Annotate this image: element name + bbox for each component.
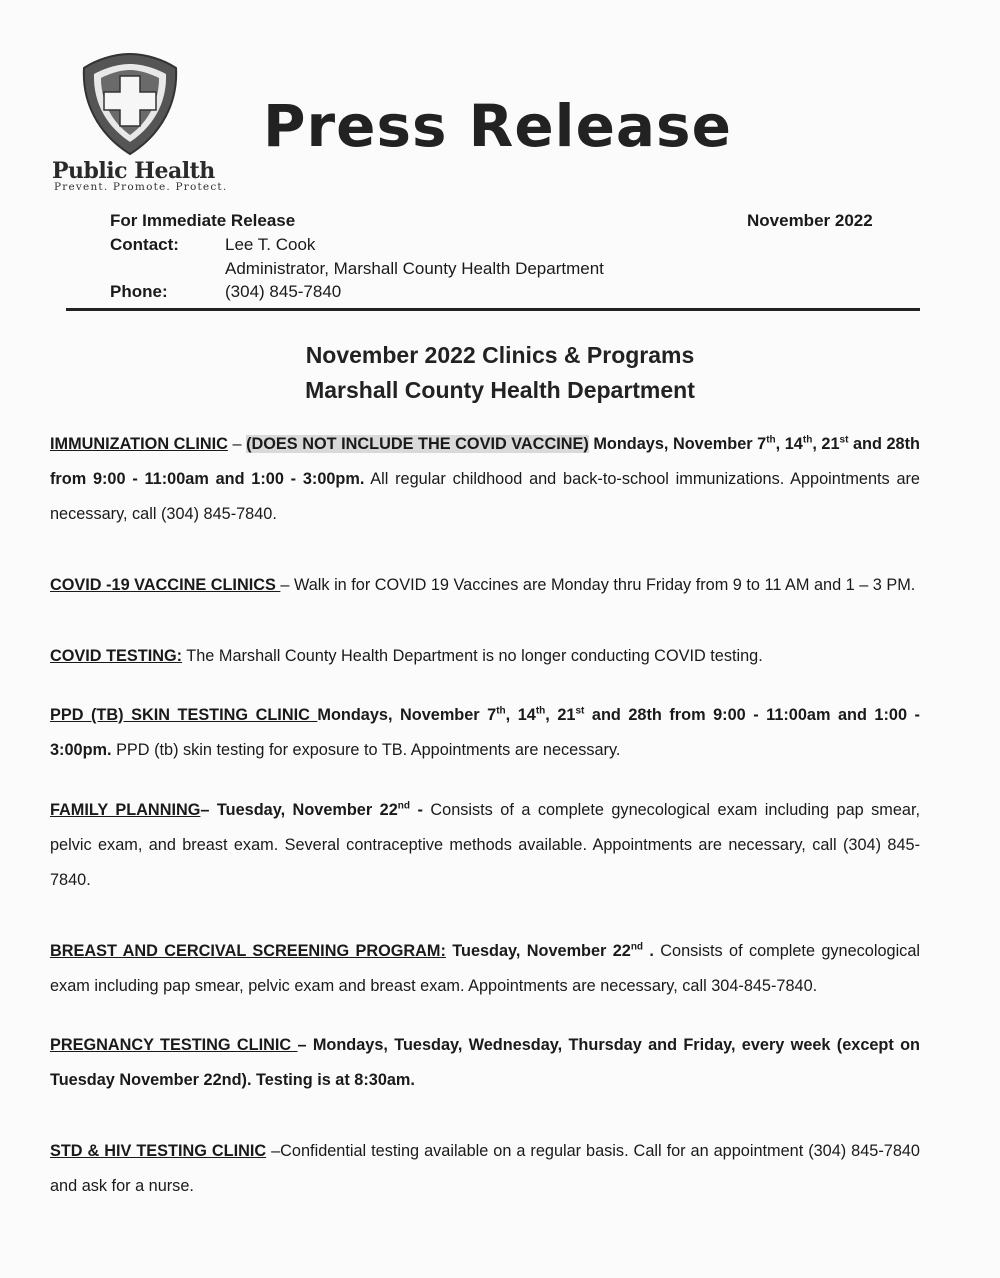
logo-tagline: Prevent. Promote. Protect.	[54, 181, 228, 193]
release-date: November 2022	[747, 211, 873, 230]
covid-vaccine-title: COVID -19 VACCINE CLINICS	[50, 576, 281, 594]
ppd-sup-1: th	[496, 705, 506, 717]
immunization-schedule-b: , 14	[775, 435, 803, 453]
ppd-schedule-c: , 21	[545, 706, 576, 724]
immunization-sup-3: st	[839, 434, 849, 446]
phone-number: (304) 845-7840	[225, 282, 342, 301]
breast-screening-sup-1: nd	[630, 941, 644, 953]
ppd-schedule-d: and 28th from 9:00 - 11:00am and 1:00 - 3:00pm.	[50, 706, 920, 759]
pregnancy-testing-title: PREGNANCY TESTING CLINIC	[50, 1036, 298, 1054]
immunization-title: IMMUNIZATION CLINIC	[50, 435, 228, 453]
immunization-note: (DOES NOT INCLUDE THE COVID VACCINE)	[246, 435, 589, 453]
immunization-sup-1: th	[766, 434, 776, 446]
immunization-schedule-c: , 21	[812, 435, 840, 453]
breast-screening-schedule-b: .	[643, 942, 654, 960]
shield-cross-icon	[80, 52, 180, 156]
immunization-schedule-a: Mondays, November 7	[588, 435, 767, 453]
family-planning-paragraph	[50, 793, 920, 898]
ppd-title: PPD (TB) SKIN TESTING CLINIC	[50, 706, 318, 724]
std-hiv-description: –Confidential testing available on a regular basis. Call for an appointment (304) 845-7840 and ask for a nurse.	[50, 1142, 920, 1195]
logo-name: Public Health	[52, 158, 215, 184]
covid-testing-description: The Marshall County Health Department is no longer conducting COVID testing.	[182, 647, 763, 665]
covid-vaccine-description: – Walk in for COVID 19 Vaccines are Monday thru Friday from 9 to 11 AM and 1 – 3 PM.	[280, 576, 916, 594]
pregnancy-testing-paragraph	[50, 1028, 920, 1098]
family-planning-schedule-a: – Tuesday, November 22	[200, 801, 398, 819]
family-planning-title: FAMILY PLANNING	[50, 801, 201, 819]
phone-label: Phone:	[110, 282, 168, 301]
divider	[66, 308, 920, 311]
std-hiv-paragraph	[50, 1134, 920, 1204]
release-label: For Immediate Release	[110, 211, 296, 230]
family-planning-schedule-b: -	[410, 801, 431, 819]
contact-role: Administrator, Marshall County Health Department	[225, 259, 604, 278]
std-hiv-title: STD & HIV TESTING CLINIC	[50, 1142, 267, 1160]
section-heading-2: Marshall County Health Department	[305, 377, 695, 403]
ppd-description: PPD (tb) skin testing for exposure to TB. Appointments are necessary.	[111, 741, 621, 759]
ppd-sup-3: st	[575, 705, 585, 717]
family-planning-sup-1: nd	[397, 800, 410, 812]
contact-name: Lee T. Cook	[225, 235, 316, 254]
immunization-schedule-d: and 28th from 9:00 - 11:00am and 1:00 - 3:00pm.	[50, 435, 920, 488]
pregnancy-testing-schedule: – Mondays, Tuesday, Wednesday, Thursday and Friday, every week (except on Tuesday November 22nd). Testing is at 8:30am.	[50, 1036, 920, 1089]
family-planning-description: Consists of a complete gynecological exam including pap smear, pelvic exam, and breast exam. Several contraceptive methods available. Appointments are necessary, call (304) 845-7840.	[50, 801, 921, 889]
page-title: Press Release	[263, 92, 732, 160]
section-heading-1: November 2022 Clinics & Programs	[305, 342, 695, 368]
covid-vaccine-paragraph	[50, 568, 920, 603]
immunization-sup-2: th	[802, 434, 813, 446]
breast-screening-paragraph	[50, 934, 920, 1004]
covid-testing-paragraph	[50, 639, 920, 674]
covid-testing-title: COVID TESTING:	[50, 647, 183, 665]
breast-screening-description: Consists of complete gynecological exam including pap smear, pelvic exam and breast exam. Appointments are necessary, call 304-845-7840.	[50, 942, 920, 995]
contact-label: Contact:	[110, 235, 179, 254]
ppd-schedule-b: , 14	[505, 706, 536, 724]
breast-screening-title: BREAST AND CERCIVAL SCREENING PROGRAM:	[50, 942, 446, 960]
immunization-sep: –	[227, 435, 247, 453]
ppd-paragraph	[50, 698, 920, 768]
breast-screening-schedule-a: Tuesday, November 22	[445, 942, 631, 960]
immunization-description: All regular childhood and back-to-school immunizations. Appointments are necessary, call (304) 845-7840.	[50, 470, 920, 523]
ppd-schedule-a: Mondays, November 7	[317, 706, 497, 724]
immunization-paragraph	[50, 427, 920, 532]
ppd-sup-2: th	[535, 705, 546, 717]
